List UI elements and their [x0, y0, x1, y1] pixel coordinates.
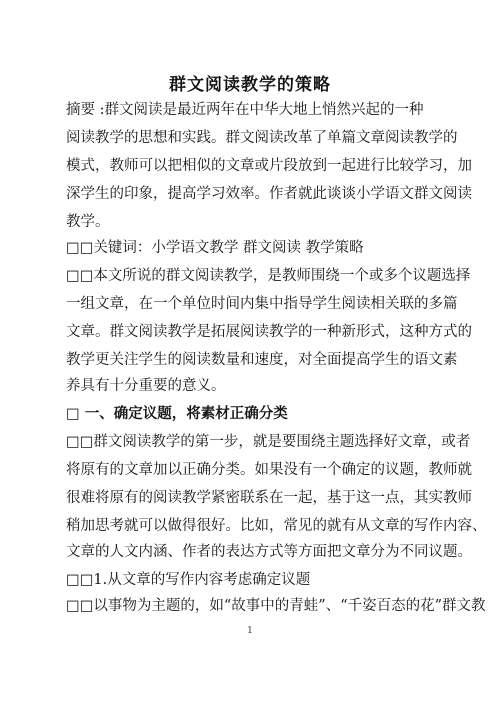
document-title: 群文阅读教学的策略: [169, 75, 331, 95]
abstract-line-1: 摘要 :群文阅读是最近两年在中华大地上悄然兴起的一种: [66, 102, 424, 118]
section-line-4: 稍加思考就可以做得很好。比如，常见的就有从文章的写作内容、: [66, 518, 487, 534]
intro-line-4: 教学更关注学生的阅读数量和速度，对全面提高学生的语文素: [66, 352, 458, 368]
intro-line-1: □□本文所说的群文阅读教学，是教师围绕一个或多个议题选择: [66, 268, 471, 284]
section-line-2: 将原有的文章加以正确分类。如果没有一个确定的议题，教师就: [66, 462, 472, 478]
section-line-1: □□群文阅读教学的第一步，就是要围绕主题选择好文章，或者: [66, 434, 471, 450]
section-line-5: 文章的人文内涵、作者的表达方式等方面把文章分为不同议题。: [66, 544, 472, 560]
intro-line-3: 文章。群文阅读教学是拓展阅读教学的一种新形式，这种方式的: [66, 324, 472, 340]
abstract-line-2: 阅读教学的思想和实践。群文阅读改革了单篇文章阅读教学的: [66, 130, 458, 146]
subsection-line-1: □□以事物为主题的，如“故事中的青蛙”、“千姿百态的花”群文教: [66, 598, 486, 614]
page-number: 1: [247, 626, 253, 636]
section-line-3: 很难将原有的阅读教学紧密联系在一起，基于这一点，其实教师: [66, 490, 472, 506]
subsection-heading-1: □□1.从文章的写作内容考虑确定议题: [66, 572, 311, 588]
intro-line-5: 养具有十分重要的意义。: [66, 378, 226, 394]
keywords-line: □□关键词：小学语文教学 群文阅读 教学策略: [66, 240, 364, 256]
section-heading-1: □ 一、确定议题，将素材正确分类: [66, 405, 288, 422]
abstract-line-4: 深学生的印象，提高学习效率。作者就此谈谈小学语文群文阅读: [66, 186, 472, 202]
abstract-line-3: 模式，教师可以把相似的文章或片段放到一起进行比较学习，加: [66, 158, 472, 174]
intro-line-2: 一组文章，在一个单位时间内集中指导学生阅读相关联的多篇: [66, 296, 458, 312]
abstract-line-5: 教学。: [66, 214, 110, 230]
